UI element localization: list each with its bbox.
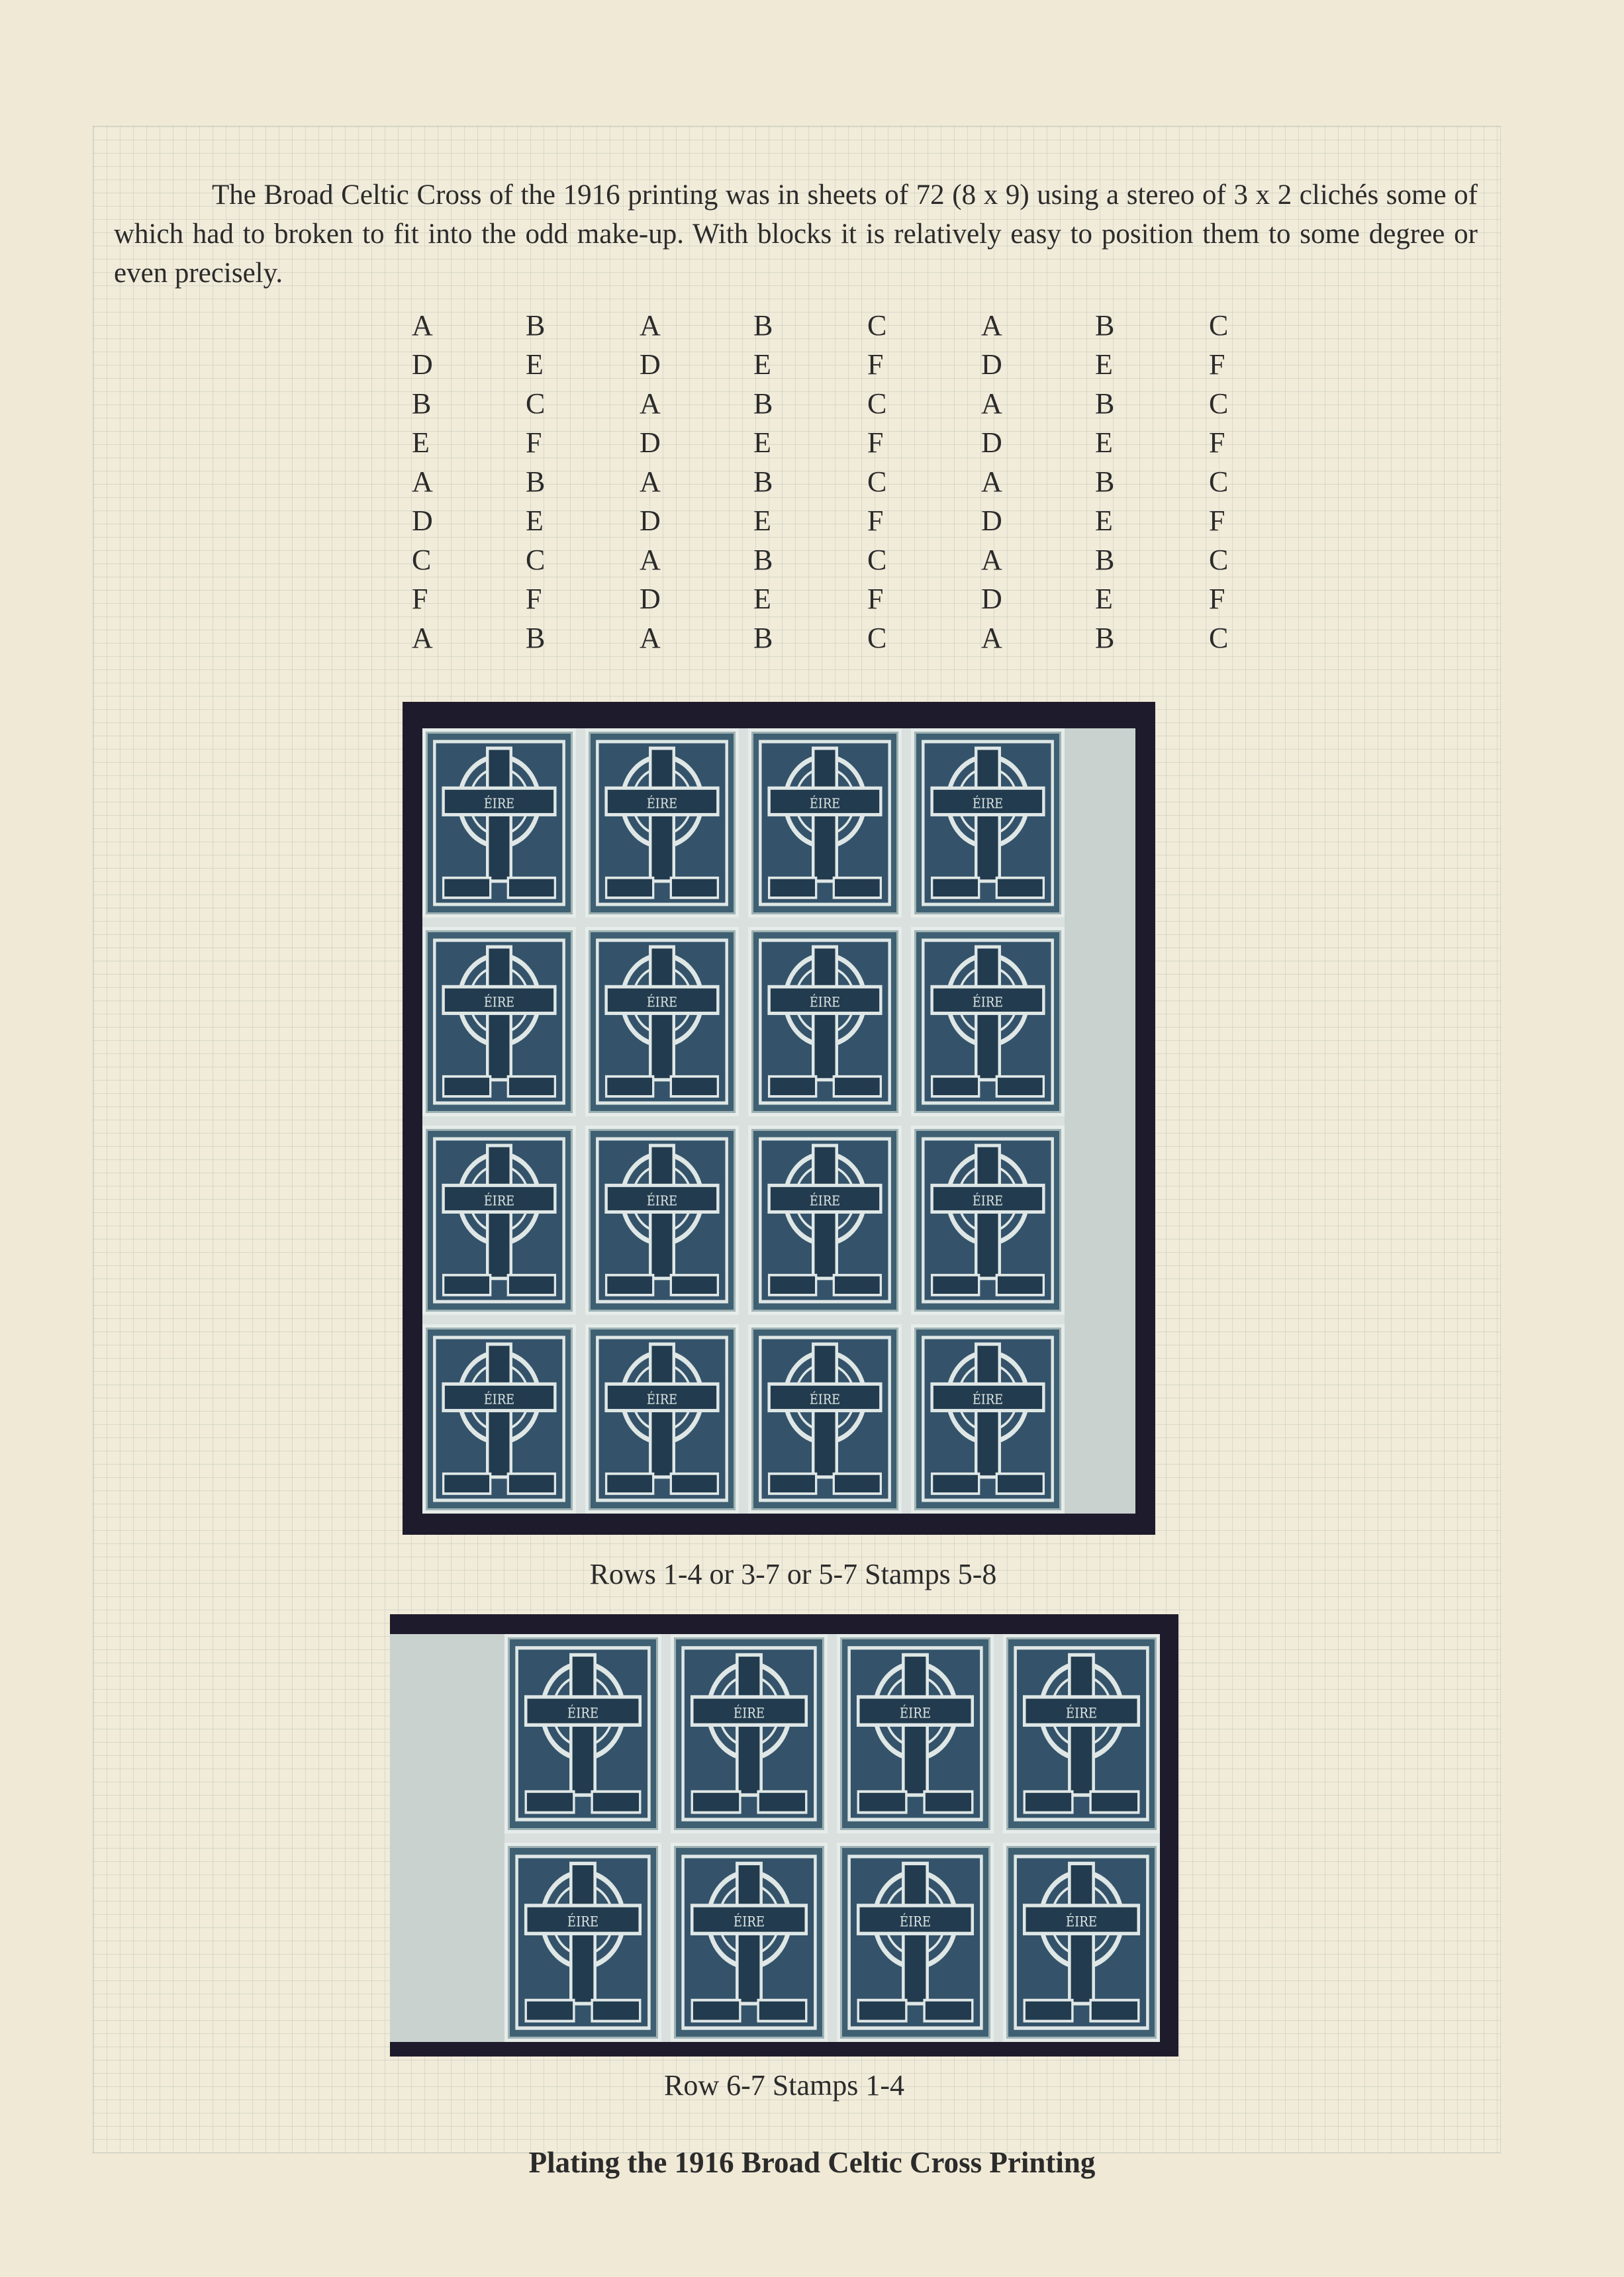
celtic-cross-icon [589, 1328, 736, 1510]
svg-text:ÉIRE: ÉIRE [483, 796, 515, 812]
plate-cell: A [640, 622, 661, 654]
plate-cell: A [640, 387, 661, 420]
stamp [504, 1843, 661, 2042]
plate-cell: C [526, 387, 546, 420]
plate-cell: A [981, 622, 1002, 654]
intro-paragraph: The Broad Celtic Cross of the 1916 printing was in sheets of 72 (8 x 9) using a stereo of 3 x 2 clichés some of which had to broken to fit into the odd make-up. With blocks it is relatively easy to position them to some degree or even precisely. [114, 179, 1478, 289]
stamp-grid [422, 728, 1065, 1514]
plate-cell: D [640, 426, 661, 459]
plate-cell: C [867, 309, 887, 342]
stamp [748, 1126, 902, 1315]
plate-layout-table [397, 306, 1308, 657]
stamp [671, 1634, 828, 1833]
page-title: Plating the 1916 Broad Celtic Cross Printing [528, 2146, 1096, 2179]
svg-text:ÉIRE: ÉIRE [483, 1193, 515, 1209]
plate-cell: F [526, 583, 542, 615]
stamp [422, 1324, 576, 1514]
celtic-cross-icon [426, 930, 573, 1113]
plate-cell: A [640, 465, 661, 498]
stamp [585, 728, 739, 918]
plate-cell: B [753, 309, 773, 342]
plate-cell: C [867, 387, 887, 420]
plate-cell: E [753, 505, 771, 537]
stamp [911, 927, 1065, 1116]
celtic-cross-icon [674, 1846, 824, 2039]
stamp-block-rows-6-7 [390, 1614, 1178, 2057]
celtic-cross-icon [751, 732, 898, 914]
sheet-margin-left [390, 1634, 504, 2042]
stamp [748, 728, 902, 918]
plate-cell: E [412, 426, 430, 459]
plate-cell: F [1209, 426, 1225, 459]
svg-text:ÉIRE: ÉIRE [483, 1392, 515, 1408]
plate-row [397, 462, 1308, 501]
svg-text:ÉIRE: ÉIRE [1065, 1705, 1098, 1722]
plate-cell: B [1095, 465, 1115, 498]
plate-cell: A [412, 309, 433, 342]
celtic-cross-icon [426, 1328, 573, 1510]
stamp [671, 1843, 828, 2042]
plate-cell: B [526, 465, 546, 498]
plate-cell: B [526, 622, 546, 654]
plate-cell: A [981, 309, 1002, 342]
stamp [911, 1324, 1065, 1514]
celtic-cross-icon [589, 1129, 736, 1312]
plate-cell: F [867, 426, 884, 459]
stamp [422, 1126, 576, 1315]
plate-cell: B [412, 387, 432, 420]
plate-cell: E [1095, 348, 1113, 381]
svg-text:ÉIRE: ÉIRE [809, 1193, 841, 1209]
stamp [504, 1634, 661, 1833]
celtic-cross-icon [508, 1846, 658, 2039]
sheet-margin-right [1065, 728, 1135, 1514]
plate-cell: B [753, 544, 773, 576]
celtic-cross-icon [1006, 1846, 1157, 2039]
svg-text:ÉIRE: ÉIRE [1065, 1914, 1098, 1931]
plate-cell: D [640, 505, 661, 537]
plate-cell: E [753, 426, 771, 459]
stamp [837, 1634, 994, 1833]
plate-cell: F [867, 505, 884, 537]
svg-text:ÉIRE: ÉIRE [972, 994, 1004, 1010]
stamp [585, 1126, 739, 1315]
plate-cell: C [1209, 309, 1229, 342]
plate-cell: B [1095, 309, 1115, 342]
stamp [585, 1324, 739, 1514]
svg-text:ÉIRE: ÉIRE [733, 1705, 765, 1722]
svg-text:ÉIRE: ÉIRE [646, 796, 678, 812]
plate-cell: D [640, 348, 661, 381]
plate-cell: B [526, 309, 546, 342]
celtic-cross-icon [751, 1328, 898, 1510]
plate-cell: B [753, 622, 773, 654]
plate-cell: C [867, 544, 887, 576]
plate-row [397, 423, 1308, 462]
celtic-cross-icon [751, 1129, 898, 1312]
plate-row [397, 579, 1308, 618]
svg-text:ÉIRE: ÉIRE [972, 1392, 1004, 1408]
plate-row [397, 306, 1308, 345]
svg-text:ÉIRE: ÉIRE [899, 1914, 931, 1931]
plate-row [397, 540, 1308, 579]
plate-cell: E [526, 505, 544, 537]
plate-row [397, 345, 1308, 384]
plate-cell: B [1095, 544, 1115, 576]
plate-cell: F [867, 348, 884, 381]
celtic-cross-icon [914, 930, 1061, 1113]
plate-cell: A [640, 544, 661, 576]
svg-text:ÉIRE: ÉIRE [733, 1914, 765, 1931]
plate-cell: D [981, 348, 1002, 381]
celtic-cross-icon [426, 1129, 573, 1312]
plate-cell: C [1209, 387, 1229, 420]
block1-caption: Rows 1-4 or 3-7 or 5-7 Stamps 5-8 [589, 1558, 997, 1590]
svg-text:ÉIRE: ÉIRE [972, 1193, 1004, 1209]
plate-row [397, 384, 1308, 423]
plate-cell: F [412, 583, 428, 615]
celtic-cross-icon [840, 1846, 990, 2039]
stamp [748, 927, 902, 1116]
plate-cell: B [1095, 387, 1115, 420]
plate-cell: C [1209, 465, 1229, 498]
svg-text:ÉIRE: ÉIRE [567, 1705, 599, 1722]
plate-cell: A [981, 465, 1002, 498]
svg-text:ÉIRE: ÉIRE [646, 1193, 678, 1209]
plate-cell: D [412, 348, 433, 381]
stamp [422, 728, 576, 918]
plate-cell: F [1209, 348, 1225, 381]
celtic-cross-icon [508, 1637, 658, 1830]
svg-text:ÉIRE: ÉIRE [646, 1392, 678, 1408]
stamp [748, 1324, 902, 1514]
celtic-cross-icon [751, 930, 898, 1113]
plate-cell: A [412, 465, 433, 498]
celtic-cross-icon [589, 732, 736, 914]
celtic-cross-icon [674, 1637, 824, 1830]
plate-cell: E [1095, 505, 1113, 537]
stamp [1003, 1634, 1160, 1833]
plate-cell: C [412, 544, 432, 576]
plate-cell: A [981, 387, 1002, 420]
stamp-block-rows-1-4 [403, 702, 1155, 1535]
stamp [837, 1843, 994, 2042]
plate-cell: F [867, 583, 884, 615]
plate-cell: E [1095, 583, 1113, 615]
svg-text:ÉIRE: ÉIRE [646, 994, 678, 1010]
celtic-cross-icon [1006, 1637, 1157, 1830]
svg-text:ÉIRE: ÉIRE [809, 994, 841, 1010]
plate-cell: A [981, 544, 1002, 576]
stamp-grid [504, 1634, 1160, 2042]
plate-cell: D [640, 583, 661, 615]
plate-cell: B [1095, 622, 1115, 654]
svg-text:ÉIRE: ÉIRE [809, 1392, 841, 1408]
plate-cell: D [981, 583, 1002, 615]
svg-text:ÉIRE: ÉIRE [972, 796, 1004, 812]
plate-cell: B [753, 387, 773, 420]
plate-cell: D [412, 505, 433, 537]
svg-text:ÉIRE: ÉIRE [567, 1914, 599, 1931]
plate-cell: D [981, 426, 1002, 459]
plate-cell: D [981, 505, 1002, 537]
stamp [585, 927, 739, 1116]
celtic-cross-icon [840, 1637, 990, 1830]
plate-cell: F [526, 426, 542, 459]
stamp [911, 1126, 1065, 1315]
plate-cell: C [867, 622, 887, 654]
plate-cell: A [640, 309, 661, 342]
celtic-cross-icon [914, 1129, 1061, 1312]
svg-text:ÉIRE: ÉIRE [809, 796, 841, 812]
plate-cell: E [526, 348, 544, 381]
block2-caption: Row 6-7 Stamps 1-4 [664, 2069, 904, 2102]
plate-cell: C [867, 465, 887, 498]
celtic-cross-icon [426, 732, 573, 914]
plate-cell: F [1209, 505, 1225, 537]
celtic-cross-icon [914, 1328, 1061, 1510]
plate-row [397, 501, 1308, 540]
stamp [911, 728, 1065, 918]
plate-cell: B [753, 465, 773, 498]
celtic-cross-icon [589, 930, 736, 1113]
stamp [1003, 1843, 1160, 2042]
plate-cell: E [1095, 426, 1113, 459]
plate-cell: C [1209, 622, 1229, 654]
plate-cell: E [753, 583, 771, 615]
plate-cell: F [1209, 583, 1225, 615]
plate-cell: C [526, 544, 546, 576]
plate-cell: A [412, 622, 433, 654]
plate-cell: C [1209, 544, 1229, 576]
stamp [422, 927, 576, 1116]
plate-cell: E [753, 348, 771, 381]
svg-text:ÉIRE: ÉIRE [899, 1705, 931, 1722]
svg-text:ÉIRE: ÉIRE [483, 994, 515, 1010]
plate-row [397, 618, 1308, 657]
celtic-cross-icon [914, 732, 1061, 914]
